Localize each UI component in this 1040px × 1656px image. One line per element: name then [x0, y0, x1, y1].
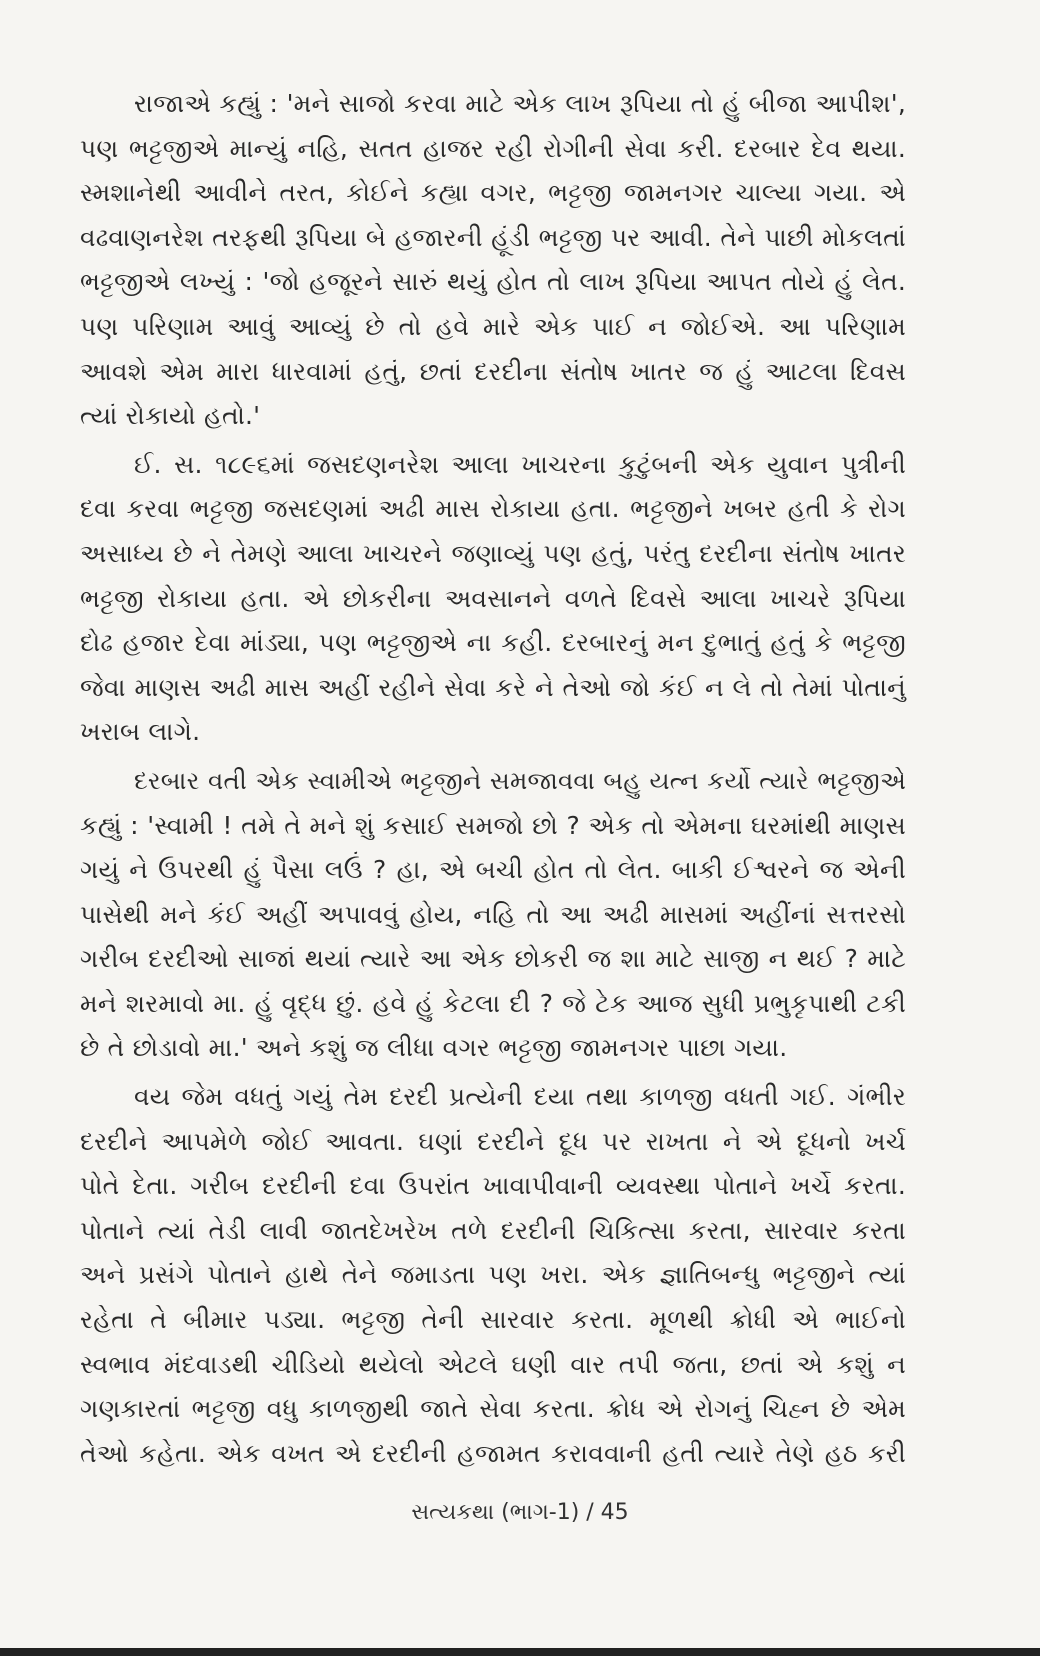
text-line: તેઓ કહેતા. એક વખત એ દરદીની હજામત કરાવવાની હતી ત્યારે તેણે હઠ કરી: [80, 1438, 906, 1468]
text-line: આવશે એમ મારા ધારવામાં હતું, છતાં દરદીના સંતોષ ખાતર જ હું આટલા દિવસ: [80, 356, 906, 386]
text-line: ભટ્ટજીએ લખ્યું : 'જો હજૂરને સારું થયું હોત તો લાખ રૂપિયા આપત તોયે હું લેત.: [80, 267, 906, 297]
text-line: અસાધ્ય છે ને તેમણે આલા ખાચરને જણાવ્યું પણ હતું, પરંતુ દરદીના સંતોષ ખાતર: [80, 538, 906, 568]
text-line: પોતાને ત્યાં તેડી લાવી જાતદેખરેખ તળે દરદીની ચિકિત્સા કરતા, સારવાર કરતા: [80, 1215, 906, 1245]
text-line: ગરીબ દરદીઓ સાજાં થયાં ત્યારે આ એક છોકરી જ શા માટે સાજી ન થઈ ? માટે: [80, 944, 906, 974]
text-line: પાસેથી મને કંઈ અહીં અપાવવું હોય, નહિ તો આ અઢી માસમાં અહીંનાં સત્તરસો: [80, 899, 906, 929]
text-line: દવા કરવા ભટ્ટજી જસદણમાં અઢી માસ રોકાયા હતા. ભટ્ટજીને ખબર હતી કે રોગ: [80, 494, 906, 524]
text-line: પોતે દેતા. ગરીબ દરદીની દવા ઉપરાંત ખાવાપીવાની વ્યવસ્થા પોતાને ખર્ચે કરતા.: [80, 1171, 906, 1201]
page-footer: સત્યકથા (ભાગ-1) / 45: [411, 1500, 629, 1525]
text-line: સ્મશાનેથી આવીને તરત, કોઈને કહ્યા વગર, ભટ્ટજી જામનગર ચાલ્યા ગયા. એ: [80, 178, 906, 208]
text-line: રહેતા તે બીમાર પડ્યા. ભટ્ટજી તેની સારવાર કરતા. મૂળથી ક્રોધી એ ભાઈનો: [80, 1305, 906, 1335]
text-line: પણ પરિણામ આવું આવ્યું છે તો હવે મારે એક પાઈ ન જોઈએ. આ પરિણામ: [80, 311, 906, 341]
text-line: વય જેમ વધતું ગયું તેમ દરદી પ્રત્યેની દયા તથા કાળજી વધતી ગઈ. ગંભીર: [134, 1082, 906, 1112]
text-line: ઈ. સ. ૧૮૯૬માં જસદણનરેશ આલા ખાચરના કુટુંબની એક યુવાન પુત્રીની: [134, 449, 906, 479]
text-line: વઢવાણનરેશ તરફથી રૂપિયા બે હજારની હૂંડી ભટ્ટજી પર આવી. તેને પાછી મોકલતાં: [80, 222, 906, 252]
text-line: સ્વભાવ મંદવાડથી ચીડિયો થયેલો એટલે ઘણી વાર તપી જતા, છતાં એ કશું ન: [80, 1349, 906, 1379]
body-text: [80, 82, 906, 1480]
text-line: ગયું ને ઉપરથી હું પૈસા લઉં ? હા, એ બચી હોત તો લેત. બાકી ઈશ્વરને જ એની: [80, 855, 906, 885]
text-line: અને પ્રસંગે પોતાને હાથે તેને જમાડતા પણ ખરા. એક જ્ઞાતિબન્ધુ ભટ્ટજીને ત્યાં: [80, 1260, 906, 1290]
text-line: ગણકારતાં ભટ્ટજી વધુ કાળજીથી જાતે સેવા કરતા. ક્રોધ એ રોગનું ચિહ્ન છે એમ: [80, 1394, 906, 1424]
paragraph-3: [80, 759, 906, 1071]
text-line: ખરાબ લાગે.: [80, 717, 201, 747]
text-line: ભટ્ટજી રોકાયા હતા. એ છોકરીના અવસાનને વળતે દિવસે આલા ખાચરે રૂપિયા: [80, 583, 906, 613]
paragraph-4: [80, 1075, 906, 1476]
paragraph-1: [80, 82, 906, 439]
paragraph-2: [80, 443, 906, 755]
text-line: દરબાર વતી એક સ્વામીએ ભટ્ટજીને સમજાવવા બહુ યત્ન કર્યો ત્યારે ભટ્ટજીએ: [134, 765, 906, 795]
text-line: છે તે છોડાવો મા.' અને કશું જ લીધા વગર ભટ્ટજી જામનગર પાછા ગયા.: [80, 1033, 788, 1063]
text-line: દરદીને આપમેળે જોઈ આવતા. ઘણાં દરદીને દૂધ પર રાખતા ને એ દૂધનો ખર્ચ: [80, 1126, 906, 1156]
text-line: કહ્યું : 'સ્વામી ! તમે તે મને શું કસાઈ સમજો છો ? એક તો એમના ઘરમાંથી માણસ: [80, 810, 906, 840]
text-line: દોઢ હજાર દેવા માંડ્યા, પણ ભટ્ટજીએ ના કહી. દરબારનું મન દુભાતું હતું કે ભટ્ટજી: [80, 628, 906, 658]
text-line: રાજાએ કહ્યું : 'મને સાજો કરવા માટે એક લાખ રૂપિયા તો હું બીજા આપીશ',: [134, 89, 906, 118]
scan-edge: [0, 1648, 1040, 1656]
text-line: ત્યાં રોકાયો હતો.': [80, 401, 261, 431]
text-line: જેવા માણસ અઢી માસ અહીં રહીને સેવા કરે ને તેઓ જો કંઈ ન લે તો તેમાં પોતાનું: [80, 672, 906, 702]
text-line: મને શરમાવો મા. હું વૃદ્ધ છું. હવે હું કેટલા દી ? જે ટેક આજ સુધી પ્રભુકૃપાથી ટકી: [80, 988, 906, 1018]
text-line: પણ ભટ્ટજીએ માન્યું નહિ, સતત હાજર રહી રોગીની સેવા કરી. દરબાર દેવ થયા.: [80, 133, 906, 163]
